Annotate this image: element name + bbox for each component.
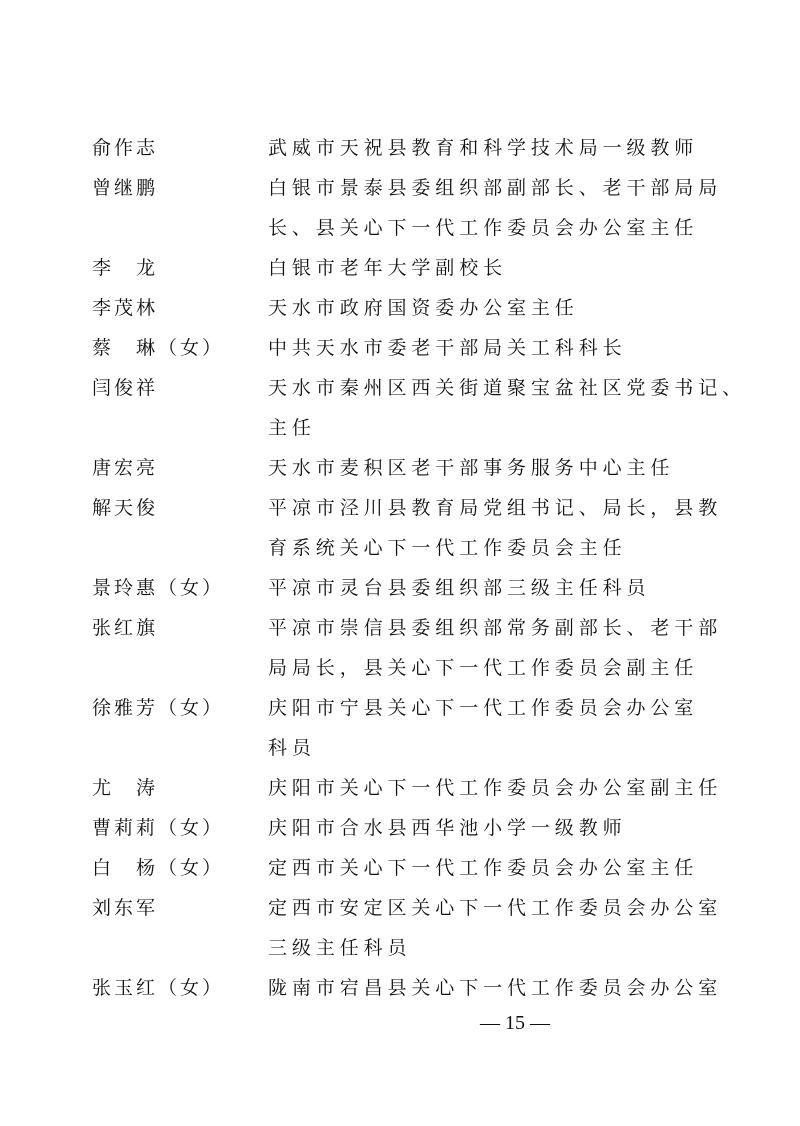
person-title: 白银市老年大学副校长 bbox=[268, 257, 508, 279]
list-item bbox=[0, 488, 800, 568]
list-item bbox=[0, 768, 800, 808]
list-item bbox=[0, 448, 800, 488]
person-title: 平凉市崇信县委组织部常务副部长、老干部 bbox=[268, 617, 723, 639]
person-title: 中共天水市委老干部局关工科科长 bbox=[268, 337, 627, 359]
entry-line bbox=[0, 248, 800, 288]
entry-line bbox=[0, 848, 800, 888]
person-title: 天水市政府国资委办公室主任 bbox=[268, 297, 579, 319]
entry-line bbox=[0, 688, 800, 728]
person-title: 陇南市宕昌县关心下一代工作委员会办公室 bbox=[268, 977, 723, 999]
person-title: 平凉市泾川县教育局党组书记、局长，县教 bbox=[268, 497, 723, 519]
entry-line bbox=[0, 728, 800, 768]
entry-line bbox=[0, 128, 800, 168]
person-name: 张红旗 bbox=[92, 617, 159, 639]
list-item bbox=[0, 608, 800, 688]
person-name: 蔡 琳（女） bbox=[92, 337, 225, 359]
person-name: 张玉红（女） bbox=[92, 977, 225, 999]
list-item bbox=[0, 888, 800, 968]
person-title: 三级主任科员 bbox=[268, 937, 412, 959]
person-name: 唐宏亮 bbox=[92, 457, 159, 479]
entry-line bbox=[0, 368, 800, 408]
list-item bbox=[0, 568, 800, 608]
list-item bbox=[0, 248, 800, 288]
person-name: 解天俊 bbox=[92, 497, 159, 519]
person-title: 定西市安定区关心下一代工作委员会办公室 bbox=[268, 897, 723, 919]
person-name: 李 龙 bbox=[92, 257, 159, 279]
entry-line bbox=[0, 528, 800, 568]
person-name: 刘东军 bbox=[92, 897, 159, 919]
person-title: 育系统关心下一代工作委员会主任 bbox=[268, 537, 627, 559]
person-title: 白银市景泰县委组织部副部长、老干部局局 bbox=[268, 177, 723, 199]
page-number: — 15 — bbox=[480, 1012, 550, 1034]
honoree-list bbox=[0, 128, 800, 1008]
person-title: 主任 bbox=[268, 417, 316, 439]
person-title: 武威市天祝县教育和科学技术局一级教师 bbox=[268, 137, 699, 159]
entry-line bbox=[0, 288, 800, 328]
list-item bbox=[0, 368, 800, 448]
list-item bbox=[0, 128, 800, 168]
person-name: 李茂林 bbox=[92, 297, 159, 319]
person-title: 庆阳市宁县关心下一代工作委员会办公室 bbox=[268, 697, 699, 719]
list-item bbox=[0, 168, 800, 248]
person-name: 曾继鹏 bbox=[92, 177, 159, 199]
person-title: 庆阳市合水县西华池小学一级教师 bbox=[268, 817, 627, 839]
list-item bbox=[0, 288, 800, 328]
entry-line bbox=[0, 808, 800, 848]
entry-line bbox=[0, 928, 800, 968]
person-name: 白 杨（女） bbox=[92, 857, 225, 879]
entry-line bbox=[0, 208, 800, 248]
entry-line bbox=[0, 648, 800, 688]
person-title: 科员 bbox=[268, 737, 316, 759]
person-title: 平凉市灵台县委组织部三级主任科员 bbox=[268, 577, 651, 599]
person-title: 长、县关心下一代工作委员会办公室主任 bbox=[268, 217, 699, 239]
list-item bbox=[0, 808, 800, 848]
person-name: 俞作志 bbox=[92, 137, 159, 159]
list-item bbox=[0, 848, 800, 888]
entry-line bbox=[0, 488, 800, 528]
person-name: 徐雅芳（女） bbox=[92, 697, 225, 719]
entry-line bbox=[0, 768, 800, 808]
person-name: 景玲惠（女） bbox=[92, 577, 225, 599]
entry-line bbox=[0, 408, 800, 448]
person-title: 天水市麦积区老干部事务服务中心主任 bbox=[268, 457, 675, 479]
entry-line bbox=[0, 448, 800, 488]
person-name: 曹莉莉（女） bbox=[92, 817, 225, 839]
list-item bbox=[0, 688, 800, 768]
entry-line bbox=[0, 968, 800, 1008]
entry-line bbox=[0, 608, 800, 648]
person-title: 天水市秦州区西关街道聚宝盆社区党委书记、 bbox=[268, 377, 747, 399]
entry-line bbox=[0, 568, 800, 608]
person-name: 尤 涛 bbox=[92, 777, 159, 799]
entry-line bbox=[0, 168, 800, 208]
entry-line bbox=[0, 888, 800, 928]
list-item bbox=[0, 328, 800, 368]
entry-line bbox=[0, 328, 800, 368]
person-name: 闫俊祥 bbox=[92, 377, 159, 399]
person-title: 定西市关心下一代工作委员会办公室主任 bbox=[268, 857, 699, 879]
person-title: 庆阳市关心下一代工作委员会办公室副主任 bbox=[268, 777, 723, 799]
list-item bbox=[0, 968, 800, 1008]
person-title: 局局长，县关心下一代工作委员会副主任 bbox=[268, 657, 699, 679]
